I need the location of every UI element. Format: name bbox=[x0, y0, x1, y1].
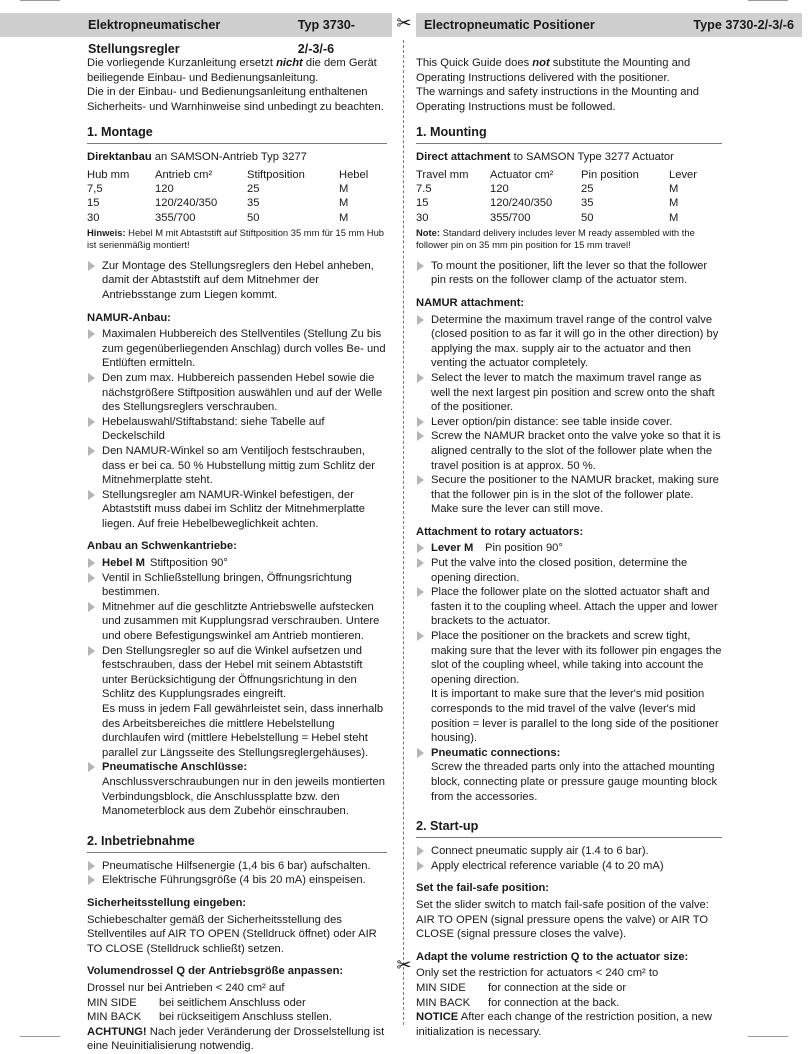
section-heading: 1. Montage bbox=[87, 124, 387, 144]
list-item: Put the valve into the closed position, determine the opening direction. bbox=[416, 556, 722, 585]
table-row: 30 355/700 50 M bbox=[416, 211, 679, 224]
step-list bbox=[87, 259, 387, 303]
note: Note: Standard delivery includes lever M ready assembled with the follower pin on 35 mm pin position for 15 mm travel! bbox=[416, 226, 695, 250]
list-item: Stellungsregler am NAMUR-Winkel befestigen, der Abtaststift muss dabei im Schlitz der Mitnehmerplatte liegen. Auf freie Hebelbeweglichkeit achten. bbox=[87, 488, 387, 532]
setting-row: MIN BACK bei rückseitigem Anschluss stellen. bbox=[87, 1011, 332, 1024]
subheading: Direct attachment to SAMSON Type 3277 Actuator bbox=[416, 151, 674, 164]
list-item: Elektrische Führungsgröße (4 bis 20 mA) einspeisen. bbox=[87, 873, 387, 888]
table-header: Lever bbox=[669, 168, 697, 181]
subheading: NAMUR attachment: bbox=[416, 296, 525, 309]
list-item: Den NAMUR-Winkel so am Ventiljoch festschrauben, dass er bei ca. 50 % Hubstellung mittig zum Schlitz der Mitnehmerplatte steht. bbox=[87, 444, 387, 488]
pin-table bbox=[87, 168, 387, 225]
step-list bbox=[87, 556, 387, 819]
list-item: Lever M Pin position 90° bbox=[416, 541, 722, 556]
header-title-en: Electropneumatic Positioner bbox=[424, 18, 595, 32]
list-item: Screw the NAMUR bracket onto the valve yoke so that it is aligned centrally to the slot of the follower plate when the travel position is at approx. 50 %. bbox=[416, 429, 722, 473]
note: Hinweis: Hebel M mit Abtaststift auf Stiftposition 35 mm für 15 mm Hub ist serienmäßig montiert! bbox=[87, 226, 384, 250]
paragraph: Only set the restriction for actuators < 240 cm² to bbox=[416, 967, 659, 980]
table-row: 7.5 120 25 M bbox=[416, 183, 679, 196]
setting-row: MIN BACK for connection at the back. bbox=[416, 996, 620, 1009]
section-heading: 1. Mounting bbox=[416, 124, 722, 144]
list-item: Zur Montage des Stellungsreglers den Hebel anheben, damit der Abtaststift auf dem Mitnehmer der Antriebsstange zum Liegen kommt. bbox=[87, 259, 387, 303]
list-item: Connect pneumatic supply air (1.4 to 6 bar). bbox=[416, 844, 722, 859]
subheading: Set the fail-safe position: bbox=[416, 882, 550, 895]
scissors-icon: ✂ bbox=[396, 13, 412, 34]
list-item: Den Stellungsregler so auf die Winkel aufsetzen und festschrauben, dass der Hebel mit seinem Abtaststift unter Berücksichtigung der Öffnungsrichtung in den Schlitz des Kupplungsrades eingreift. Es muss in jedem Fall gewährleistet sein, dass innerhalb des Arbeitsbereiches die mittlere Hebelstellung durchlaufen wird (mittlere Hebelstellung = Hebel steht parallel zur Längsseite des Stellungsreglergehäuses). bbox=[87, 644, 387, 761]
list-item: Hebel M Stiftposition 90° bbox=[87, 556, 387, 571]
list-item: To mount the positioner, lift the lever so that the follower pin rests on the follower clamp of the actuator stem. bbox=[416, 259, 722, 288]
list-item: Hebelauswahl/Stiftabstand: siehe Tabelle auf Deckelschild bbox=[87, 415, 387, 444]
intro-paragraph: The warnings and safety instructions in the Mounting and Operating Instructions must be followed. bbox=[416, 86, 699, 113]
list-item: Maximalen Hubbereich des Stellventiles (Stellung Zu bis zum gegenüberliegenden Anschlag) durch volles Be- und Entlüften ermitteln. bbox=[87, 327, 387, 371]
list-item: Pneumatic connections: Screw the threaded parts only into the attached mounting block, connecting plate or pressure gauge mounting block from the accessories. bbox=[416, 746, 722, 804]
list-item: Ventil in Schließstellung bringen, Öffnungsrichtung bestimmen. bbox=[87, 571, 387, 600]
table-header: Hub mm bbox=[87, 168, 130, 181]
table-header: Stiftposition bbox=[247, 168, 305, 181]
table-header: Hebel bbox=[339, 168, 369, 181]
list-item: Den zum max. Hubbereich passenden Hebel sowie die nächstgrößere Stiftposition auswählen und auf der Welle des Stellungsreglers verschrauben. bbox=[87, 371, 387, 415]
table-row: 30 355/700 50 M bbox=[87, 211, 349, 224]
header-bar-en bbox=[416, 13, 802, 37]
step-list bbox=[416, 313, 722, 517]
list-item: Lever option/pin distance: see table inside cover. bbox=[416, 415, 722, 430]
list-item: Apply electrical reference variable (4 to 20 mA) bbox=[416, 859, 722, 874]
list-item: Pneumatische Hilfsenergie (1,4 bis 6 bar) aufschalten. bbox=[87, 859, 387, 874]
scissors-icon: ✂ bbox=[396, 955, 412, 976]
table-row: 15 120/240/350 35 M bbox=[416, 197, 679, 210]
step-list bbox=[416, 259, 722, 288]
table-header: Actuator cm² bbox=[490, 168, 554, 181]
list-item: Place the positioner on the brackets and screw tight, making sure that the lever with its follower pin engages the slot of the coupling wheel, while taking into account the opening direction. It is important to make sure that the lever's mid position corresponds to the mid travel of the valve (lever's mid position = lever is parallel to the long side of the positioner housing). bbox=[416, 629, 722, 746]
subheading: Direktanbau an SAMSON-Antrieb Typ 3277 bbox=[87, 151, 307, 164]
step-list bbox=[416, 844, 722, 873]
list-item: Secure the positioner to the NAMUR bracket, making sure that the follower pin is in the slot of the follower plate. Make sure the lever can still move. bbox=[416, 473, 722, 517]
subheading: Sicherheitsstellung eingeben: bbox=[87, 896, 247, 909]
header-type-en: Type 3730-2/-3/-6 bbox=[693, 18, 794, 32]
column-english bbox=[416, 50, 722, 1039]
intro-paragraph: Die vorliegende Kurzanleitung ersetzt nicht die dem Gerät beiliegende Einbau- und Bedienungsanleitung. bbox=[87, 57, 377, 84]
header-title-de: Elektropneumatischer Stellungsregler bbox=[88, 18, 221, 56]
crop-mark bbox=[20, 0, 60, 1]
list-item: Select the lever to match the maximum travel range as well the next largest pin position and screw onto the shaft of the positioner. bbox=[416, 371, 722, 415]
table-row: 7,5 120 25 M bbox=[87, 183, 349, 196]
subheading: Attachment to rotary actuators: bbox=[416, 525, 584, 538]
list-item: Place the follower plate on the slotted actuator shaft and fasten it to the coupling wheel. Attach the upper and lower brackets to the actuator. bbox=[416, 585, 722, 629]
list-item: Pneumatische Anschlüsse: Anschlussverschraubungen nur in den jeweils montierten Verbindungsblock, die Anschlussplatte bzw. den Manometerblock aus dem Zubehör einschrauben. bbox=[87, 760, 387, 818]
intro-paragraph: This Quick Guide does not substitute the Mounting and Operating Instructions delivered with the positioner. bbox=[416, 57, 691, 84]
section-heading: 2. Inbetriebnahme bbox=[87, 833, 387, 853]
subheading: NAMUR-Anbau: bbox=[87, 311, 171, 324]
table-header: Pin position bbox=[581, 168, 639, 181]
subheading: Volumendrossel Q der Antriebsgröße anpassen: bbox=[87, 965, 344, 978]
intro-paragraph: Die in der Einbau- und Bedienungsanleitung enthaltenen Sicherheits- und Warnhinweise sind unbedingt zu beachten. bbox=[87, 86, 384, 113]
table-header: Antrieb cm² bbox=[155, 168, 213, 181]
step-list bbox=[416, 541, 722, 804]
table-header: Travel mm bbox=[416, 168, 469, 181]
paragraph: Schiebeschalter gemäß der Sicherheitsstellung des Stellventiles auf AIR TO OPEN (Stelldruck öffnet) oder AIR TO CLOSE (Stelldruck schließt) setzen. bbox=[87, 913, 377, 955]
crop-mark bbox=[20, 1036, 60, 1037]
attention-note: ACHTUNG! Nach jeder Veränderung der Drosselstellung ist eine Neuinitialisierung notwendig. bbox=[87, 1025, 385, 1053]
step-list bbox=[87, 327, 387, 531]
paragraph: Drossel nur bei Antrieben < 240 cm² auf bbox=[87, 981, 285, 994]
cut-line bbox=[403, 40, 404, 1025]
subheading: Anbau an Schwenkantriebe: bbox=[87, 540, 237, 553]
column-german bbox=[87, 50, 387, 1054]
list-item: Determine the maximum travel range of the control valve (closed position to as far it will go in the other direction) by applying the max. supply air to the actuator and then venting the actuator completely. bbox=[416, 313, 722, 371]
attention-note: NOTICE After each change of the restriction position, a new initialization is necessary. bbox=[416, 1011, 712, 1038]
step-list bbox=[87, 859, 387, 888]
section-heading: 2. Start-up bbox=[416, 818, 722, 838]
list-item: Mitnehmer auf die geschlitzte Antriebswelle aufstecken und zusammen mit Kupplungsrad verschrauben. Untere und obere Befestigungswinkel am Antrieb montieren. bbox=[87, 600, 387, 644]
crop-mark bbox=[748, 0, 788, 1]
paragraph: Set the slider switch to match fail-safe position of the valve: AIR TO OPEN (signal pressure opens the valve) or AIR TO CLOSE (signal pressure closes the valve). bbox=[416, 898, 709, 941]
setting-row: MIN SIDE for connection at the side or bbox=[416, 981, 627, 994]
header-type-de: Typ 3730-2/-3/-6 bbox=[297, 18, 355, 56]
subheading: Adapt the volume restriction Q to the actuator size: bbox=[416, 950, 689, 963]
table-row: 15 120/240/350 35 M bbox=[87, 197, 349, 210]
setting-row: MIN SIDE bei seitlichem Anschluss oder bbox=[87, 996, 306, 1009]
crop-mark bbox=[748, 1036, 788, 1037]
header-bar-de bbox=[0, 13, 392, 56]
pin-table bbox=[416, 168, 722, 225]
